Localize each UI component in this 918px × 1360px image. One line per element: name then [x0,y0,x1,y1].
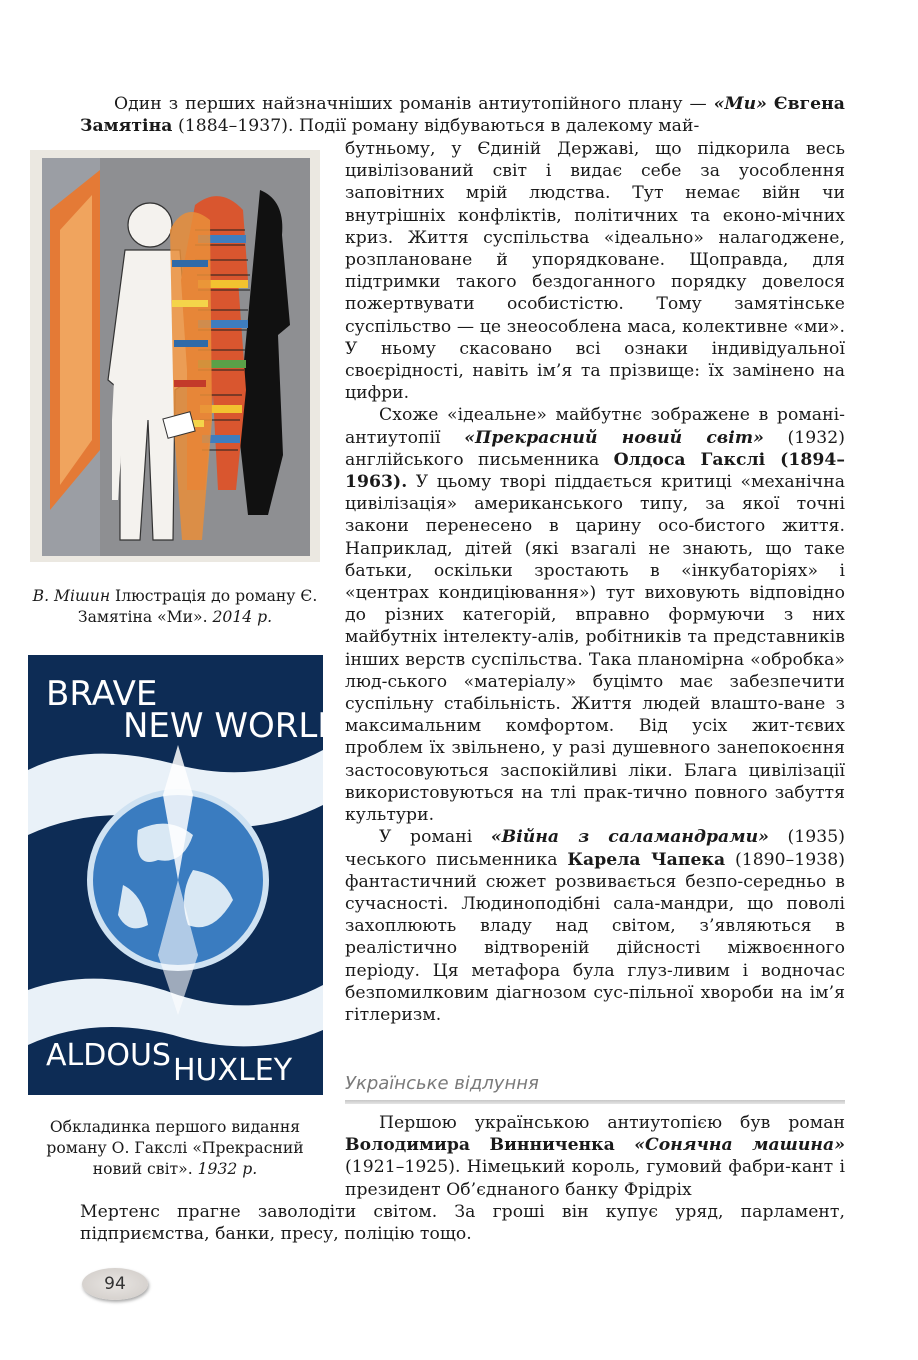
vynnychenko-continued [80,1201,845,1245]
intro-line2: Події роману відбуваються в далекому май- [299,116,700,137]
cover-author-huxley: HUXLEY [173,1053,293,1088]
illustration-we [30,150,320,562]
author-zamiatin: Євгена Замятіна [80,94,845,137]
bottom-text: Мертенс прагне заволодіти світом. За гроші він купує уряд, парламент, підприємства, банки, пресу, поліцію тощо. [80,1202,845,1245]
vynnychenko-paragraph [345,1112,845,1201]
intro-paragraph [80,93,845,137]
paragraph-capek [345,826,845,1026]
paragraph-we-continued: бутньому, у Єдиній Державі, що підкорила весь цивілізований світ і видає себе за уособлення заповітних мрій людства. Тут немає війн чи внутрішніх конфліктів, політичних та еконо-мічних криз. Життя суспільства «ідеально» налагоджене, розплановане й упорядковане. Щоправда, для підтримки такого бездоганного порядку довелося пожертвувати особистістю. Тому замятінське суспільство — це знеособлена маса, колективне «ми». У ньому скасовано всі ознаки індивідуальної своєрідності, навіть ім’я та прізвище: їх замінено на цифри. [345,139,845,404]
illustration-we-caption [20,586,330,628]
title-war-with-newts: «Війна з саламандрами» [490,827,769,848]
caption1-text: Ілюстрація до роману Є. Замятіна «Ми». [77,587,318,626]
author-huxley: Олдоса Гакслі (1894–1963). [345,449,845,493]
huxley-mid: (1932) англійського письменника [345,427,846,470]
huxley-intro: Схоже «ідеальне» майбутнє зображене в романі-антиутопії [345,405,845,448]
cover-author-aldous: ALDOUS [46,1038,171,1073]
illustration-cover-caption [20,1117,330,1180]
title-brave-new-world: «Прекрасний новий світ» [464,427,764,448]
page-number: 94 [82,1268,148,1300]
author-dates: (1884–1937). [172,116,300,137]
paragraph-huxley [345,404,845,826]
title-we: «Ми» [713,94,767,114]
cover-title-newworld: NEW WORLD [123,706,323,746]
title-sun-machine: «Сонячна машина» [614,1135,845,1156]
intro-line1: Один з перших найзначніших романів антиутопійного плану — [114,94,714,114]
caption2-text: Обкладинка першого видання роману О. Гакслі «Прекрасний новий світ». [46,1118,304,1178]
caption1-author: В. Мішин [32,587,111,605]
section-divider [345,1100,845,1104]
capek-intro: У романі [379,827,491,848]
vynnychenko-intro: Першою українською антиутопією був роман [379,1113,845,1133]
section-heading: Українське відлуння [345,1073,539,1094]
cover-title-brave: BRAVE [46,674,158,714]
cover-art [28,655,323,1095]
author-capek: Карела Чапека [567,849,726,870]
huxley-body: У цьому творі піддається критиці «механічна цивілізація» американського типу, за якої точні закони перенесено в царину осо-бистого життя. Наприклад, дітей (які взагалі не знають, що таке батьки, оскільки зростають в «інкубаторіях» і «центрах кондиціювання») тут виховують відповідно до різних категорій, вправно формуючи з них майбутніх інтелекту-алів, робітників та представників інших верств суспільства. Така планомірна «обробка» люд-ського «матеріалу» буцімто має забезпечити суспільну стабільність. Життя людей влашто-ване з максимальним комфортом. Від усіх жит-тєвих проблем їх звільнено, у разі душевного занепокоєння застосовуються заспокійливі ліки. Блага цивілізації використовуються на тлі прак-тично повного забуття культури. [345,472,845,826]
capek-mid: (1935) чеського письменника [345,827,845,870]
author-vynnychenko: Володимира Винниченка [345,1135,615,1156]
illustration-brave-new-world-cover [28,655,323,1095]
capek-body: (1890–1938) фантастичний сюжет розвивається безпо-середньо в сучасності. Людиноподібні сала-мандри, що поволі захоплюють владу над світом, з’являються в реалістично відтвореній дійсності міжвоєнного періоду. Ця метафора була глуз-ливим і водночас безпомилковим діагнозом сус-пільної хвороби на ім’я гітлеризм. [345,849,845,1025]
main-text-column [345,138,845,1026]
vynnychenko-body: (1921–1925). Німецький король, гумовий фабри-кант і президент Об’єднаного банку Фрідріх [345,1157,845,1200]
caption2-year: 1932 р. [197,1160,258,1178]
caption1-year: 2014 р. [212,608,273,626]
we-illustration-art [30,150,320,562]
